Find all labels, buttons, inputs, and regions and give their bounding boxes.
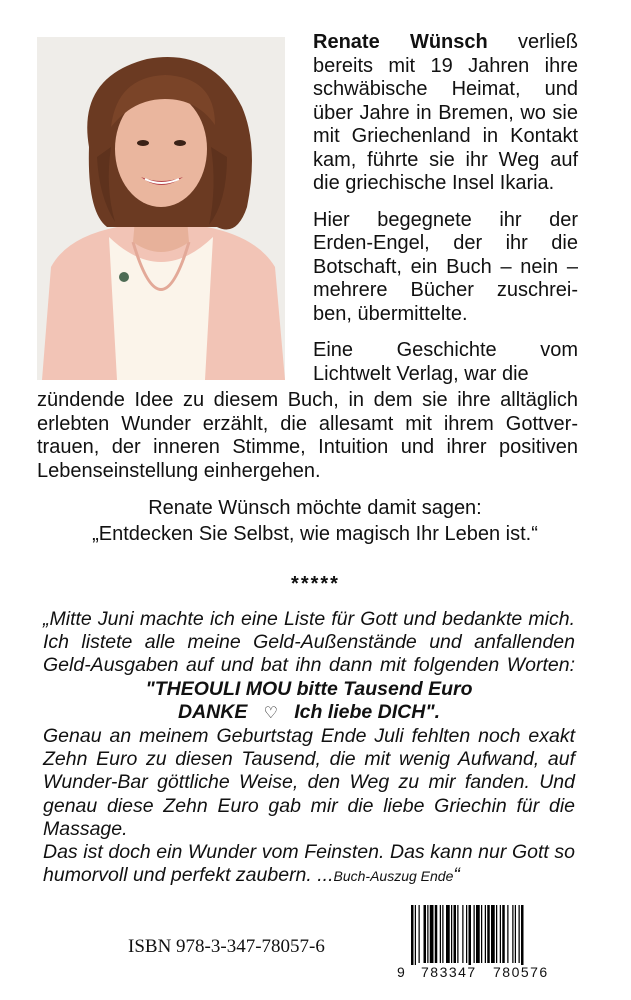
barcode-bar [440, 905, 441, 963]
book-excerpt: „Mitte Juni machte ich eine Liste für Gott und bedankte mich. Ich listete alle meine Geld-Außenstände und anfallenden Geld-Ausgaben auf und bat ihn dann mit folgenden Worten: "THEOULI MOU bitte Tausend Euro DANKE ♡ Ich liebe DICH". Genau an meinem Geburtstag Ende Juli fehlten noch exakt Zehn Euro zu diesen Tausend, die mit wenig Aufwand, auf Wunder-Bar göttliche Weise, den Weg zu mir fanden. Und genau diese Zehn Euro gab mir die liebe Griechin für die Massage. Das ist doch ein Wunder vom Feinsten. Das kann nur Gott so humorvoll und perfekt zaubern. ...Buch-Auszug Ende“ [43, 608, 575, 887]
barcode-bar [457, 905, 458, 963]
bio-paragraph-1: Renate Wünsch verließ bereits mit 19 Jahren ihre schwäbische Heimat, und über Jahre in Bremen, wo sie mit Griechenland in Kontakt kam, führte sie ihr Weg auf die griechische Insel Ikaria. [313, 31, 578, 194]
barcode-bar [415, 905, 416, 965]
isbn-text: ISBN 978-3-347-78057-6 [128, 936, 325, 957]
barcode-bar [481, 905, 482, 963]
barcode-bar [485, 905, 486, 963]
tagline-quote: „Entdecken Sie Selbst, wie magisch Ihr Leben ist.“ [92, 523, 538, 545]
barcode-bar [507, 905, 508, 963]
barcode-bar [435, 905, 438, 963]
bio-paragraph-3: Eine Geschichte vom Lichtwelt Verlag, war die [313, 339, 578, 385]
barcode-bar [446, 905, 450, 963]
barcode-bar [430, 905, 434, 963]
excerpt-bold-line-2: DANKE ♡ Ich liebe DICH". [178, 700, 440, 723]
barcode-bar [502, 905, 505, 963]
tagline-intro: Renate Wünsch möchte damit sagen: [148, 497, 482, 519]
barcode-bar [491, 905, 495, 963]
barcode-bar [442, 905, 443, 963]
bio-paragraph-2: Hier begegnete ihr der Erden-Engel, der ihr die Botschaft, ein Buch – nein – mehrere Bücher zuschrei- ben, übermittelte. [313, 208, 578, 325]
barcode-bar [487, 905, 490, 963]
barcode-bar [515, 905, 516, 963]
barcode-group-1: 783347 [421, 964, 477, 980]
author-name: Renate Wünsch [313, 31, 488, 53]
author-photo [37, 37, 285, 380]
author-bio [313, 31, 578, 399]
isbn-barcode [397, 905, 562, 985]
barcode-bar [512, 905, 513, 963]
barcode-bar [424, 905, 427, 963]
barcode-bar [496, 905, 497, 963]
heart-icon: ♡ [263, 704, 278, 722]
barcode-bar [466, 905, 467, 963]
author-portrait-image [37, 37, 285, 380]
barcode-bar [427, 905, 428, 963]
section-separator: ***** [291, 573, 340, 595]
barcode-bar [419, 905, 420, 963]
bio-paragraph-3-continued: zündende Idee zu diesem Buch, in dem sie ihre alltäglich erlebten Wunder erzählt, die allesamt mit ihrem Gottver- trauen, der inneren Stimme, Intuition und ihrer positiven Lebenseinstellung einhergehen. [37, 389, 578, 482]
barcode-digit-first: 9 [397, 964, 405, 980]
barcode-bars [411, 905, 561, 965]
barcode-group-2: 780576 [493, 964, 549, 980]
barcode-bar [521, 905, 524, 965]
barcode-bar [462, 905, 463, 963]
barcode-bar [519, 905, 520, 963]
barcode-bar [469, 905, 472, 965]
barcode-bar [474, 905, 475, 963]
barcode-bar [454, 905, 457, 963]
barcode-bar [500, 905, 501, 963]
barcode-bar [411, 905, 414, 965]
excerpt-bold-line-1: "THEOULI MOU bitte Tausend Euro [145, 677, 473, 700]
barcode-bar [451, 905, 452, 963]
barcode-bar [476, 905, 480, 963]
